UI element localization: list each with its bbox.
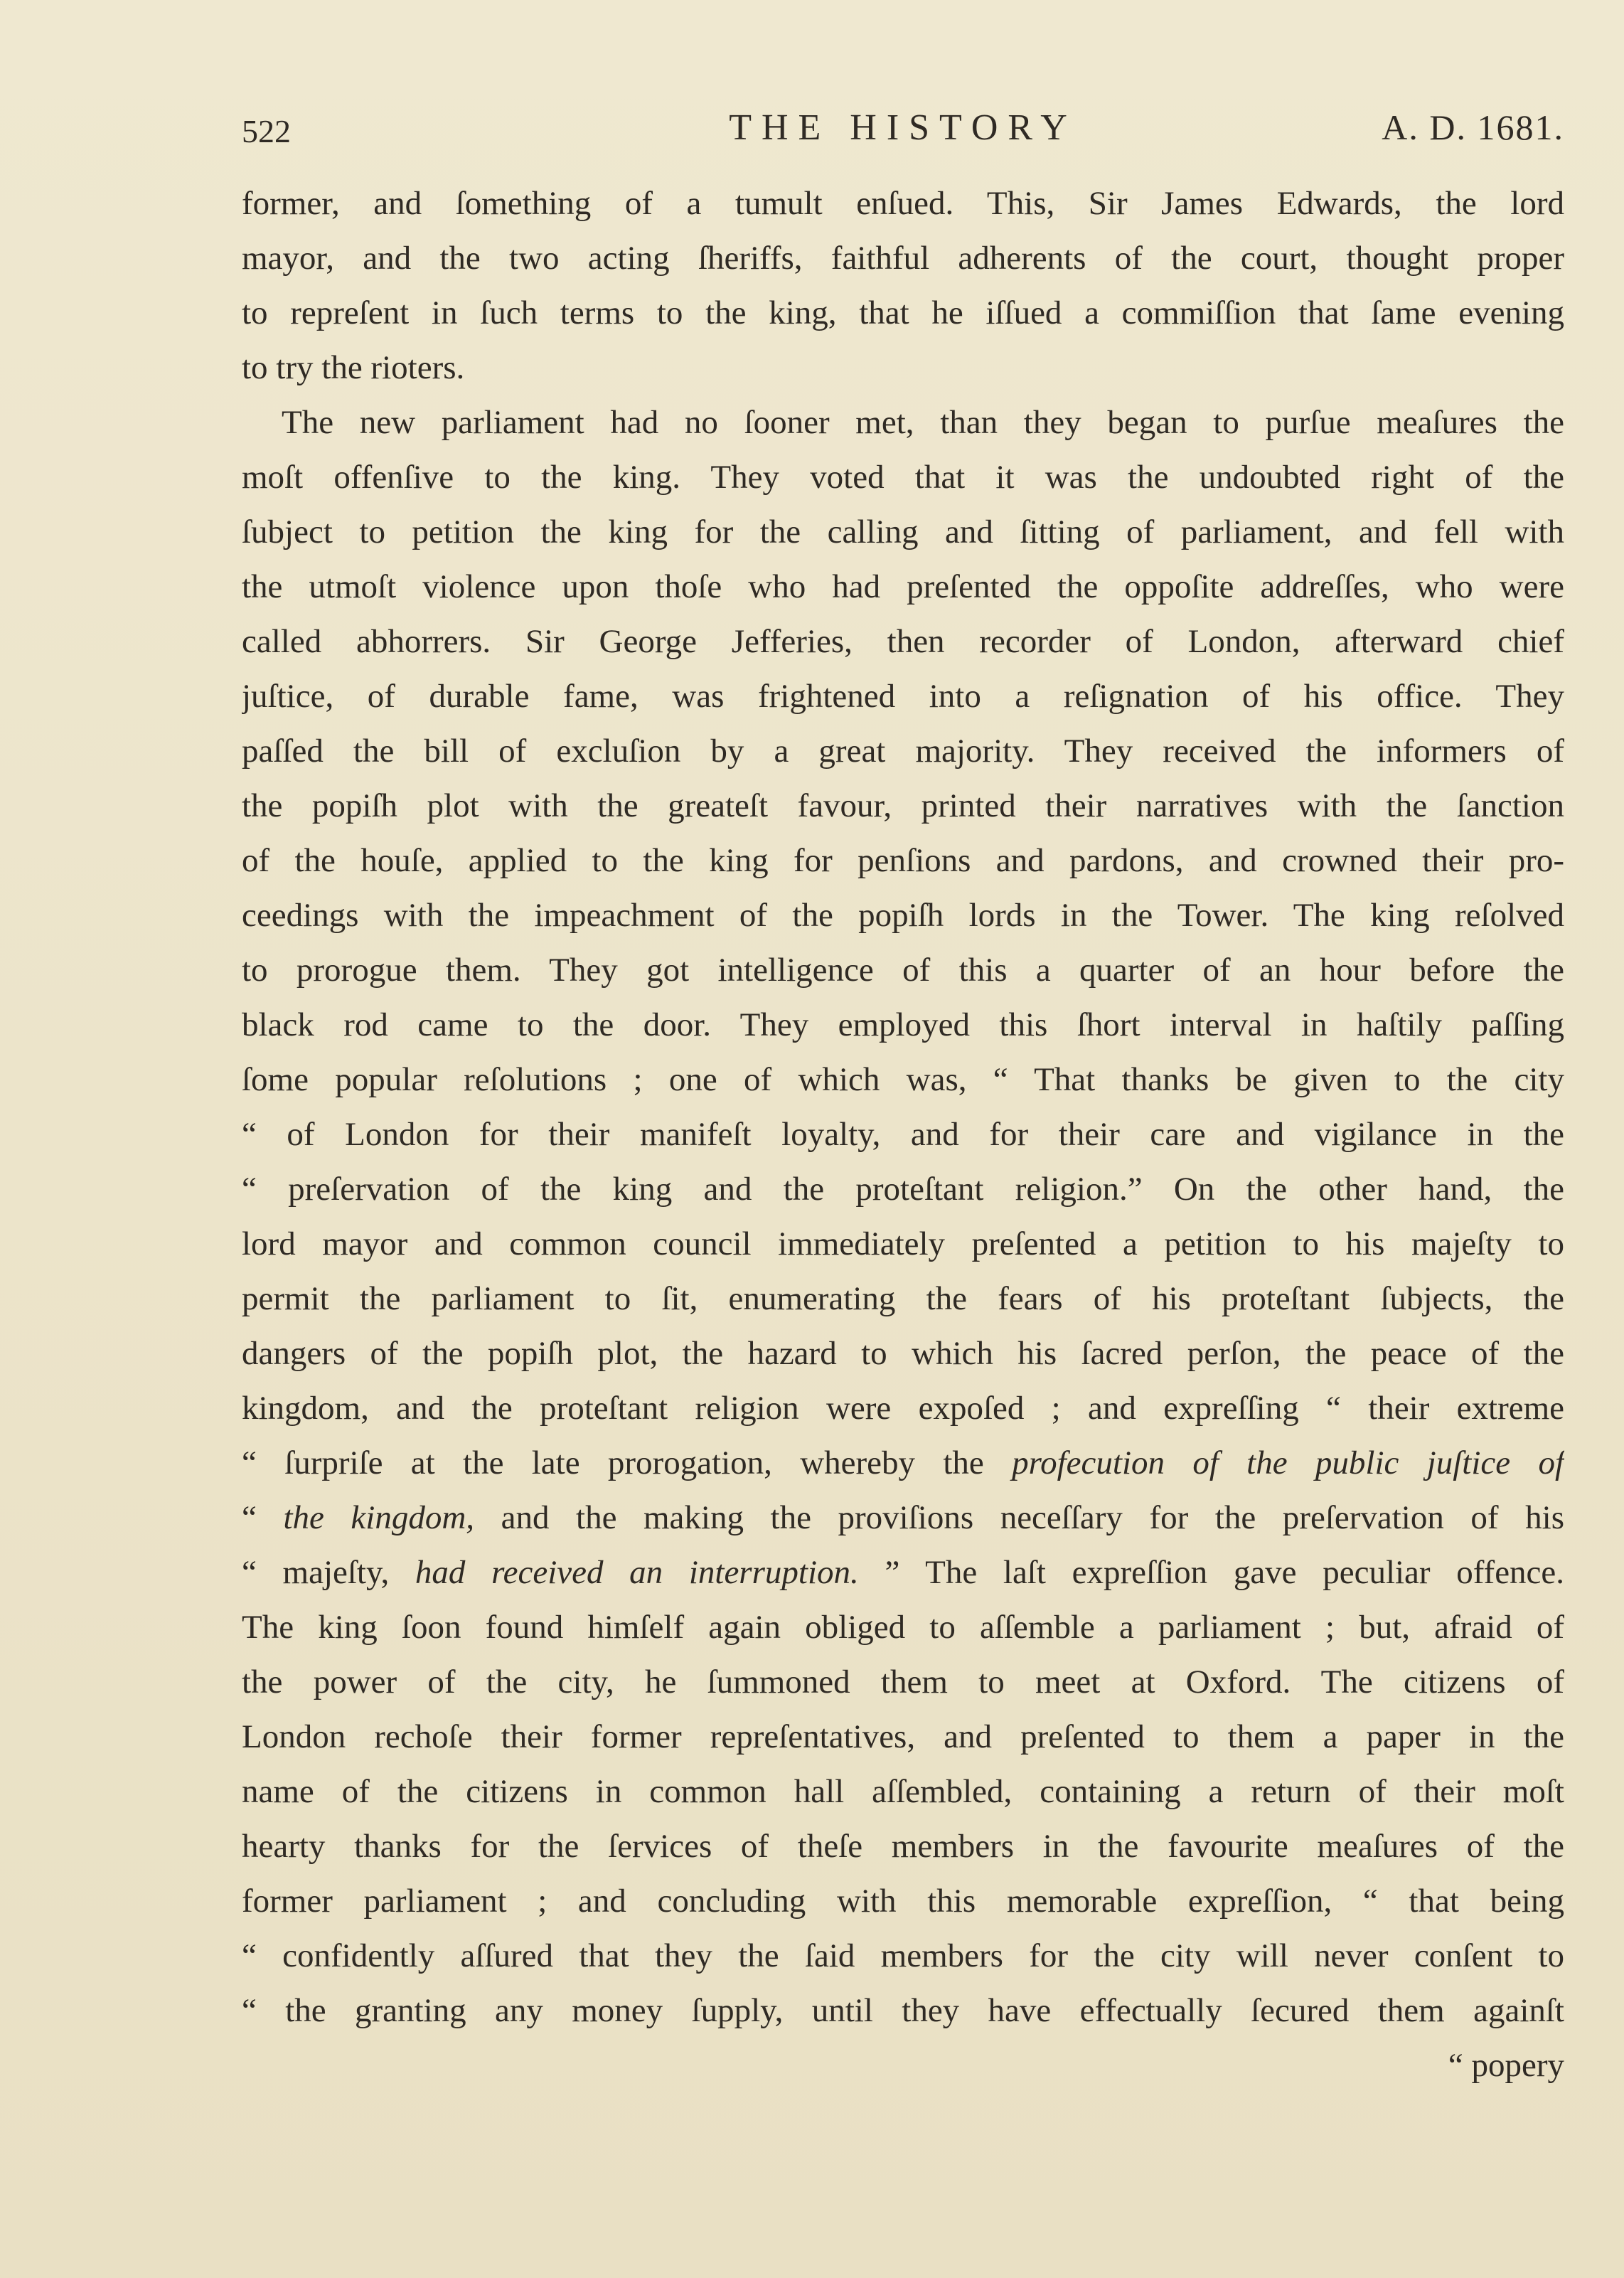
text-line: “ confidently aſſured that they the ſaid members for the city will never conſent to [242, 1937, 1564, 1974]
text-line: “ the granting any money ſupply, until they have effectually ſecured them againſt [242, 1992, 1564, 2029]
text-line: paſſed the bill of excluſion by a great majority. They received the informers of [242, 733, 1564, 770]
text-line: name of the citizens in common hall aſſembled, containing a return of their moſt [242, 1773, 1564, 1810]
text-segment: and the making the proviſions neceſſary for the preſervation of his [501, 1499, 1564, 1536]
text-segment: “ majeſty, [242, 1554, 390, 1591]
text-line: the power of the city, he ſummoned them to meet at Oxford. The citizens of [242, 1664, 1564, 1700]
text-segment: “ ſurpriſe at the late prorogation, whereby the [242, 1444, 984, 1481]
catchword: “ popery [1448, 2047, 1564, 2084]
date-heading: A. D. 1681. [1382, 107, 1564, 147]
italic-segment: the kingdom, [283, 1499, 475, 1536]
text-line: ceedings with the impeachment of the popiſh lords in the Tower. The king reſolved [242, 897, 1564, 934]
text-line: dangers of the popiſh plot, the hazard to which his ſacred perſon, the peace of the [242, 1335, 1564, 1372]
running-title: THE HISTORY [729, 107, 1077, 148]
page-number: 522 [242, 113, 291, 149]
text-line-mixed [242, 1491, 1564, 1545]
text-line: lord mayor and common council immediately preſented a petition to his majeſty to [242, 1225, 1564, 1262]
running-header [242, 100, 1564, 164]
text-line-mixed [242, 1436, 1564, 1491]
text-line: “ of London for their manifeſt loyalty, and for their care and vigilance in the [242, 1116, 1564, 1153]
text-line: hearty thanks for the ſervices of theſe members in the favourite meaſures of the [242, 1828, 1564, 1865]
text-line: to repreſent in ſuch terms to the king, that he iſſued a commiſſion that ſame evening [242, 294, 1564, 331]
text-line: kingdom, and the proteſtant religion were expoſed ; and expreſſing “ their extreme [242, 1390, 1564, 1427]
text-segment: “ [242, 1499, 257, 1536]
text-line: ſome popular reſolutions ; one of which was, “ That thanks be given to the city [242, 1061, 1564, 1098]
text-line: permit the parliament to ſit, enumerating the fears of his proteſtant ſubjects, the [242, 1280, 1564, 1317]
text-line: of the houſe, applied to the king for penſions and pardons, and crowned their pro- [242, 842, 1564, 879]
italic-segment: profecution of the public juſtice of [1012, 1444, 1564, 1481]
text-line: moſt offenſive to the king. They voted that it was the undoubted right of the [242, 459, 1564, 496]
text-line: former parliament ; and concluding with this memorable expreſſion, “ that being [242, 1883, 1564, 1920]
text-line: black rod came to the door. They employed this ſhort interval in haſtily paſſing [242, 1006, 1564, 1043]
text-line-mixed [242, 1545, 1564, 1600]
text-line: The king ſoon found himſelf again obliged to aſſemble a parliament ; but, afraid of [242, 1609, 1564, 1646]
text-line: to prorogue them. They got intelligence of this a quarter of an hour before the [242, 952, 1564, 989]
text-segment: ” The laſt expreſſion gave peculiar offence. [885, 1554, 1564, 1591]
text-line: the popiſh plot with the greateſt favour, printed their narratives with the ſanction [242, 787, 1564, 824]
text-line: “ preſervation of the king and the proteſtant religion.” On the other hand, the [242, 1171, 1564, 1208]
text-line: The new parliament had no ſooner met, than they began to purſue meaſures the [282, 404, 1564, 441]
text-line: called abhorrers. Sir George Jefferies, then recorder of London, afterward chief [242, 623, 1564, 660]
text-line: London rechoſe their former repreſentatives, and preſented to them a paper in the [242, 1718, 1564, 1755]
text-line: former, and ſomething of a tumult enſued. This, Sir James Edwards, the lord [242, 185, 1564, 222]
body-text [242, 176, 1564, 2093]
text-line: mayor, and the two acting ſheriffs, faithful adherents of the court, thought proper [242, 240, 1564, 277]
text-line: the utmoſt violence upon thoſe who had preſented the oppoſite addreſſes, who were [242, 568, 1564, 605]
italic-segment: had received an interruption. [415, 1554, 859, 1591]
text-line: juſtice, of durable fame, was frightened into a reſignation of his office. They [242, 678, 1564, 715]
text-line: ſubject to petition the king for the calling and ſitting of parliament, and fell with [242, 513, 1564, 550]
text-line: to try the rioters. [242, 349, 465, 386]
